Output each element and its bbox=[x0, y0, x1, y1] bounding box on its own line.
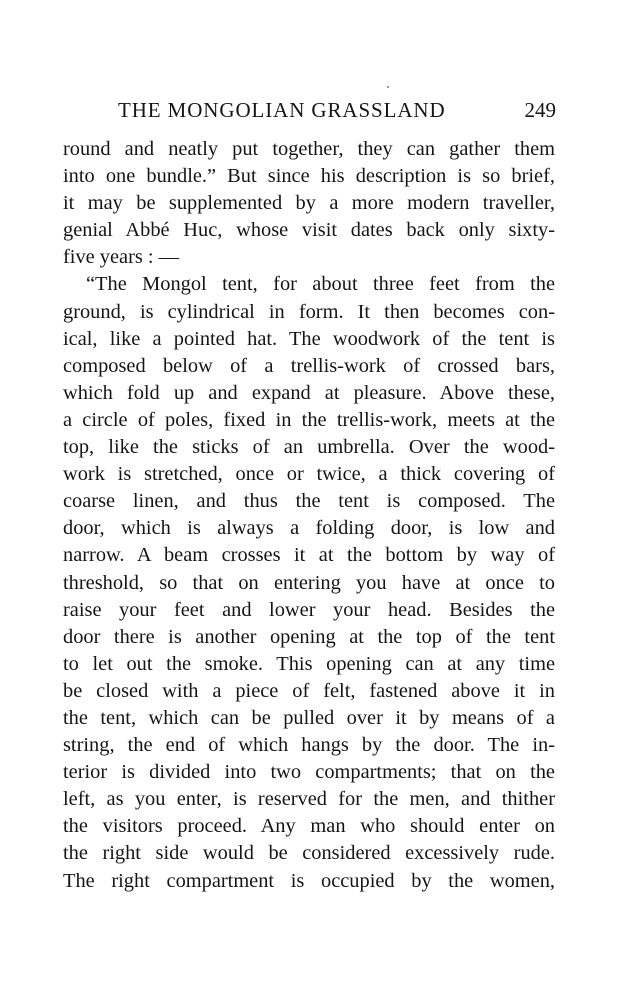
text-line-14: coarse linen, and thus the tent is composed. The bbox=[63, 490, 555, 513]
text-line-15: door, which is always a folding door, is low and bbox=[63, 517, 555, 540]
text-line-22: the tent, which can be pulled over it by means of a bbox=[63, 706, 555, 729]
text-line-10: which fold up and expand at pleasure. Above these, bbox=[63, 381, 555, 404]
page-number: 249 bbox=[524, 98, 556, 122]
text-line-6: “The Mongol tent, for about three feet from the bbox=[86, 273, 555, 296]
text-line-19: door there is another opening at the top of the tent bbox=[63, 625, 555, 648]
page-header bbox=[118, 98, 556, 128]
text-line-4: genial Abbé Huc, whose visit dates back only sixty- bbox=[63, 219, 555, 242]
text-line-21: be closed with a piece of felt, fastened above it in bbox=[63, 679, 555, 702]
text-line-8: ical, like a pointed hat. The woodwork of the tent is bbox=[63, 327, 555, 350]
text-line-27: the right side would be considered excessively rude. bbox=[63, 842, 555, 865]
text-line-1: round and neatly put together, they can gather them bbox=[63, 138, 555, 160]
text-line-20: to let out the smoke. This opening can at any time bbox=[63, 652, 555, 675]
text-line-2: into one bundle.” But since his description is so brief, bbox=[63, 165, 555, 188]
text-line-9: composed below of a trellis-work of crossed bars, bbox=[63, 354, 555, 377]
text-line-11: a circle of poles, fixed in the trellis-work, meets at the bbox=[63, 408, 555, 431]
running-title: THE MONGOLIAN GRASSLAND bbox=[118, 98, 446, 122]
text-line-17: threshold, so that on entering you have at once to bbox=[63, 571, 555, 594]
text-line-23: string, the end of which hangs by the door. The in- bbox=[63, 734, 555, 757]
text-line-18: raise your feet and lower your head. Besides the bbox=[63, 598, 555, 621]
text-line-25: left, as you enter, is reserved for the men, and thither bbox=[63, 788, 555, 811]
text-line-28: The right compartment is occupied by the women, bbox=[63, 869, 555, 892]
text-line-26: the visitors proceed. Any man who should enter on bbox=[63, 815, 555, 838]
text-line-24: terior is divided into two compartments; that on the bbox=[63, 761, 555, 784]
body-text bbox=[63, 136, 555, 895]
text-line-7: ground, is cylindrical in form. It then becomes con- bbox=[63, 300, 555, 323]
print-speck bbox=[387, 86, 389, 88]
text-line-12: top, like the sticks of an umbrella. Over the wood- bbox=[63, 436, 555, 459]
text-line-3: it may be supplemented by a more modern traveller, bbox=[63, 192, 555, 215]
text-line-13: work is stretched, once or twice, a thick covering of bbox=[63, 463, 555, 486]
text-line-5: five years : — bbox=[63, 246, 180, 269]
text-line-16: narrow. A beam crosses it at the bottom by way of bbox=[63, 544, 555, 567]
